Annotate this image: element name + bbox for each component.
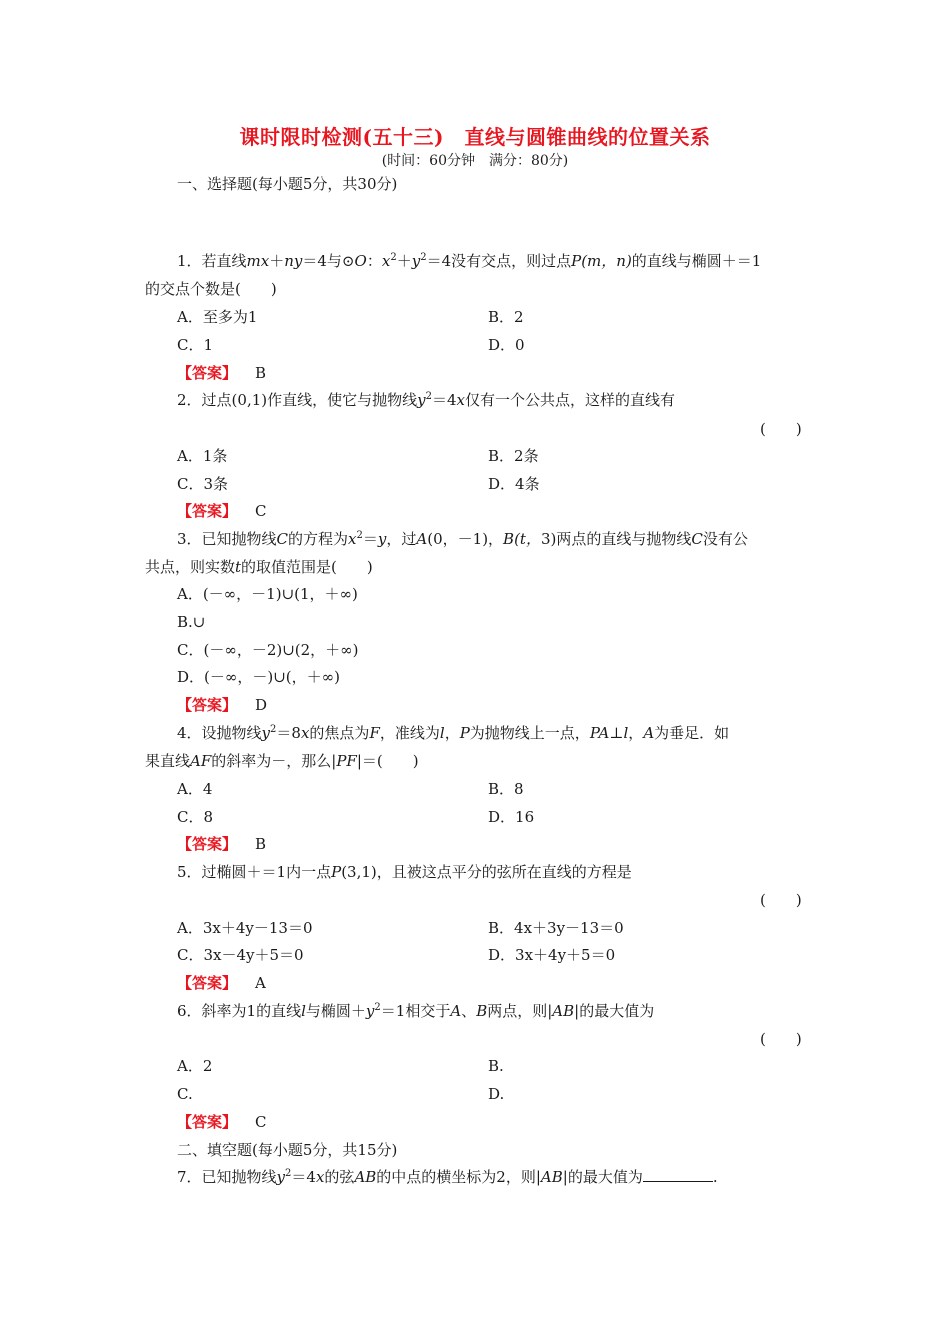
q3-option-a: A．(－∞，－1)∪(1，＋∞) (177, 585, 358, 603)
question-6-text: 6．斜率为1的直线l与椭圆$+y^2=1$相交于A、B两点，则|AB|的最大值为 (177, 1002, 655, 1020)
q4-option-d: D．16 (488, 808, 535, 826)
q1-option-a: A．至多为1 (177, 308, 258, 326)
section-heading-fill: 二、填空题(每小题5分，共15分) (177, 1141, 398, 1159)
q2-option-a: A．1条 (177, 447, 228, 465)
question-1-text: 1．若直线mx＋ny＝4与⊙O：$x^2+y^2=4$没有交点，则过点P(m，n)的直线与椭圆＋＝1 (177, 252, 762, 270)
q5-option-c: C．3x－4y＋5＝0 (177, 946, 304, 964)
q2-option-b: B．2条 (488, 447, 539, 465)
q5-option-d: D．3x＋4y＋5＝0 (488, 946, 616, 964)
q4-option-b: B．8 (488, 780, 524, 798)
answer-tag: 【答案】 (177, 364, 238, 382)
q1-option-c: C．1 (177, 336, 214, 354)
fill-in-blank[interactable] (643, 1167, 713, 1182)
q6-option-a: A．2 (177, 1057, 213, 1075)
q3-option-b: B.∪ (177, 613, 206, 631)
q2-option-d: D．4条 (488, 475, 540, 493)
section-heading-choice: 一、选择题(每小题5分，共30分) (177, 175, 398, 193)
q1-option-b: B．2 (488, 308, 524, 326)
q4-answer: 【答案】 B (177, 835, 267, 853)
q5-answer: 【答案】 A (177, 974, 266, 992)
q3-option-c: C．(－∞，－2)∪(2，＋∞) (177, 641, 359, 659)
q4-option-c: C．8 (177, 808, 214, 826)
q2-answer: 【答案】 C (177, 502, 267, 520)
q1-option-d: D．0 (488, 336, 525, 354)
question-2-text: 2．过点(0,1)作直线，使它与抛物线$y^2=4x$仅有一个公共点，这样的直线有 (177, 391, 675, 409)
q2-answer-paren: ( ) (760, 420, 802, 438)
q6-option-c: C. (177, 1085, 193, 1103)
q6-option-b: B. (488, 1057, 504, 1075)
question-3-text-cont: 共点，则实数t的取值范围是( ) (145, 558, 373, 576)
question-5-text: 5．过椭圆＋＝1内一点P(3,1)，且被这点平分的弦所在直线的方程是 (177, 863, 632, 881)
q3-option-d: D．(－∞，－)∪(，＋∞) (177, 668, 340, 686)
question-4-text-cont: 果直线AF的斜率为－，那么|PF|＝( ) (145, 752, 419, 770)
q1-answer: 【答案】 B (177, 364, 267, 382)
question-7-text: 7．已知抛物线$y^2=4x$的弦AB的中点的横坐标为2，则|AB|的最大值为 . (177, 1168, 718, 1186)
q5-option-b: B．4x＋3y－13＝0 (488, 919, 624, 937)
question-3-text: 3．已知抛物线C的方程为$x^2=y$，过A(0，－1)，B(t，3)两点的直线与抛物线C没有公 (177, 530, 748, 548)
q5-option-a: A．3x＋4y－13＝0 (177, 919, 313, 937)
q5-answer-paren: ( ) (760, 891, 802, 909)
q3-answer: 【答案】 D (177, 696, 268, 714)
q6-answer-paren: ( ) (760, 1030, 802, 1048)
page-title: 课时限时检测(五十三) 直线与圆锥曲线的位置关系 (239, 125, 711, 149)
q6-answer: 【答案】 C (177, 1113, 267, 1131)
question-4-text: 4．设抛物线$y^2=8x$的焦点为F，准线为l，P为抛物线上一点，PA⊥l，A为垂足．如 (177, 724, 730, 742)
q4-option-a: A．4 (177, 780, 213, 798)
page-subtitle: (时间：60分钟 满分：80分) (381, 153, 569, 169)
q6-option-d: D. (488, 1085, 505, 1103)
q2-option-c: C．3条 (177, 475, 229, 493)
question-1-text-cont: 的交点个数是( ) (145, 280, 277, 298)
